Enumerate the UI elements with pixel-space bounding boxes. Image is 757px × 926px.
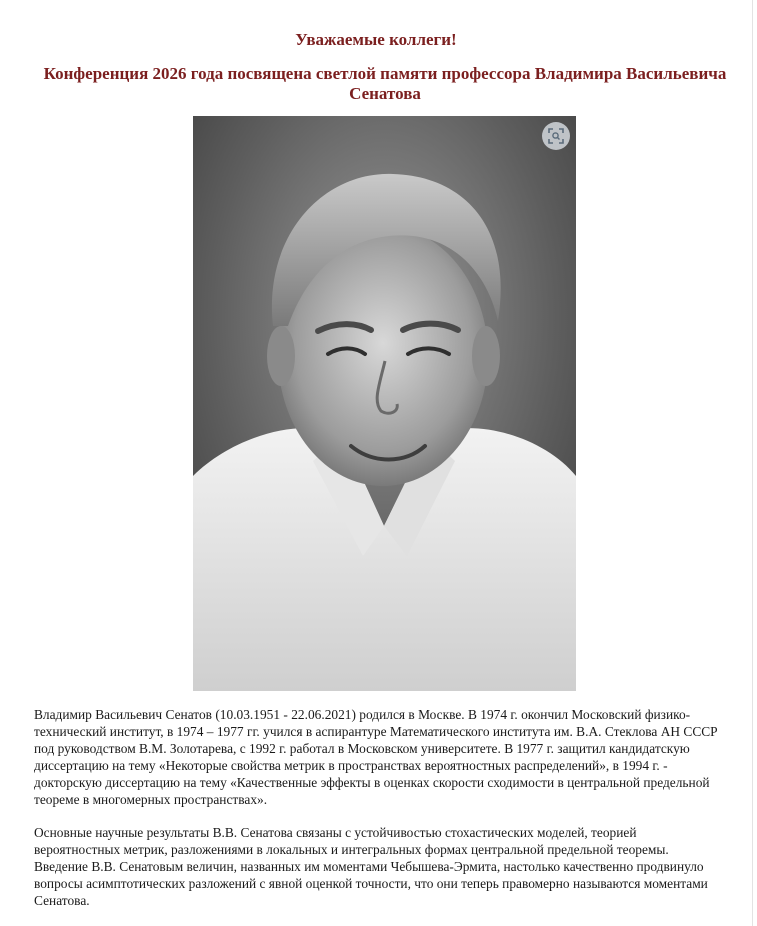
dedication-heading: Конференция 2026 года посвящена светлой памяти профессора Владимира Васильевича Сенатова: [43, 64, 727, 103]
zoom-icon: [548, 128, 564, 144]
portrait-photo: [193, 116, 576, 691]
page-divider: [752, 0, 753, 926]
biography-paragraph: Владимир Васильевич Сенатов (10.03.1951 - 22.06.2021) родился в Москве. В 1974 г. окончил Московский физико-технический институт, в 1974 – 1977 гг. учился в аспирантуре Математического института им. В.А. Стеклова АН СССР под руководством В.М. Золотарева, с 1992 г. работал в Московском университете. В 1977 г. защитил кандидатскую диссертацию на тему «Некоторые свойства метрик в пространствах вероятностных распределений», в 1994 г. - докторскую диссертацию на тему «Качественные эффекты в оценках скорости сходимости в центральной предельной теореме в многомерных пространствах».: [34, 707, 718, 807]
scientific-results-paragraph: Основные научные результаты В.В. Сенатова связаны с устойчивостью стохастических моделей, теорией вероятностных метрик, разложениями в локальных и интегральных формах центральной предельной теоремы. Введение В.В. Сенатовым величин, названных им моментами Чебышева-Эрмита, настолько качественно продвинуло вопросы асимптотических разложений с явной оценкой точности, что они теперь правомерно называются моментами Сенатова.: [34, 825, 708, 908]
portrait-illustration: [193, 116, 576, 691]
zoom-button[interactable]: [542, 122, 570, 150]
greeting-heading: Уважаемые коллеги!: [295, 30, 457, 49]
